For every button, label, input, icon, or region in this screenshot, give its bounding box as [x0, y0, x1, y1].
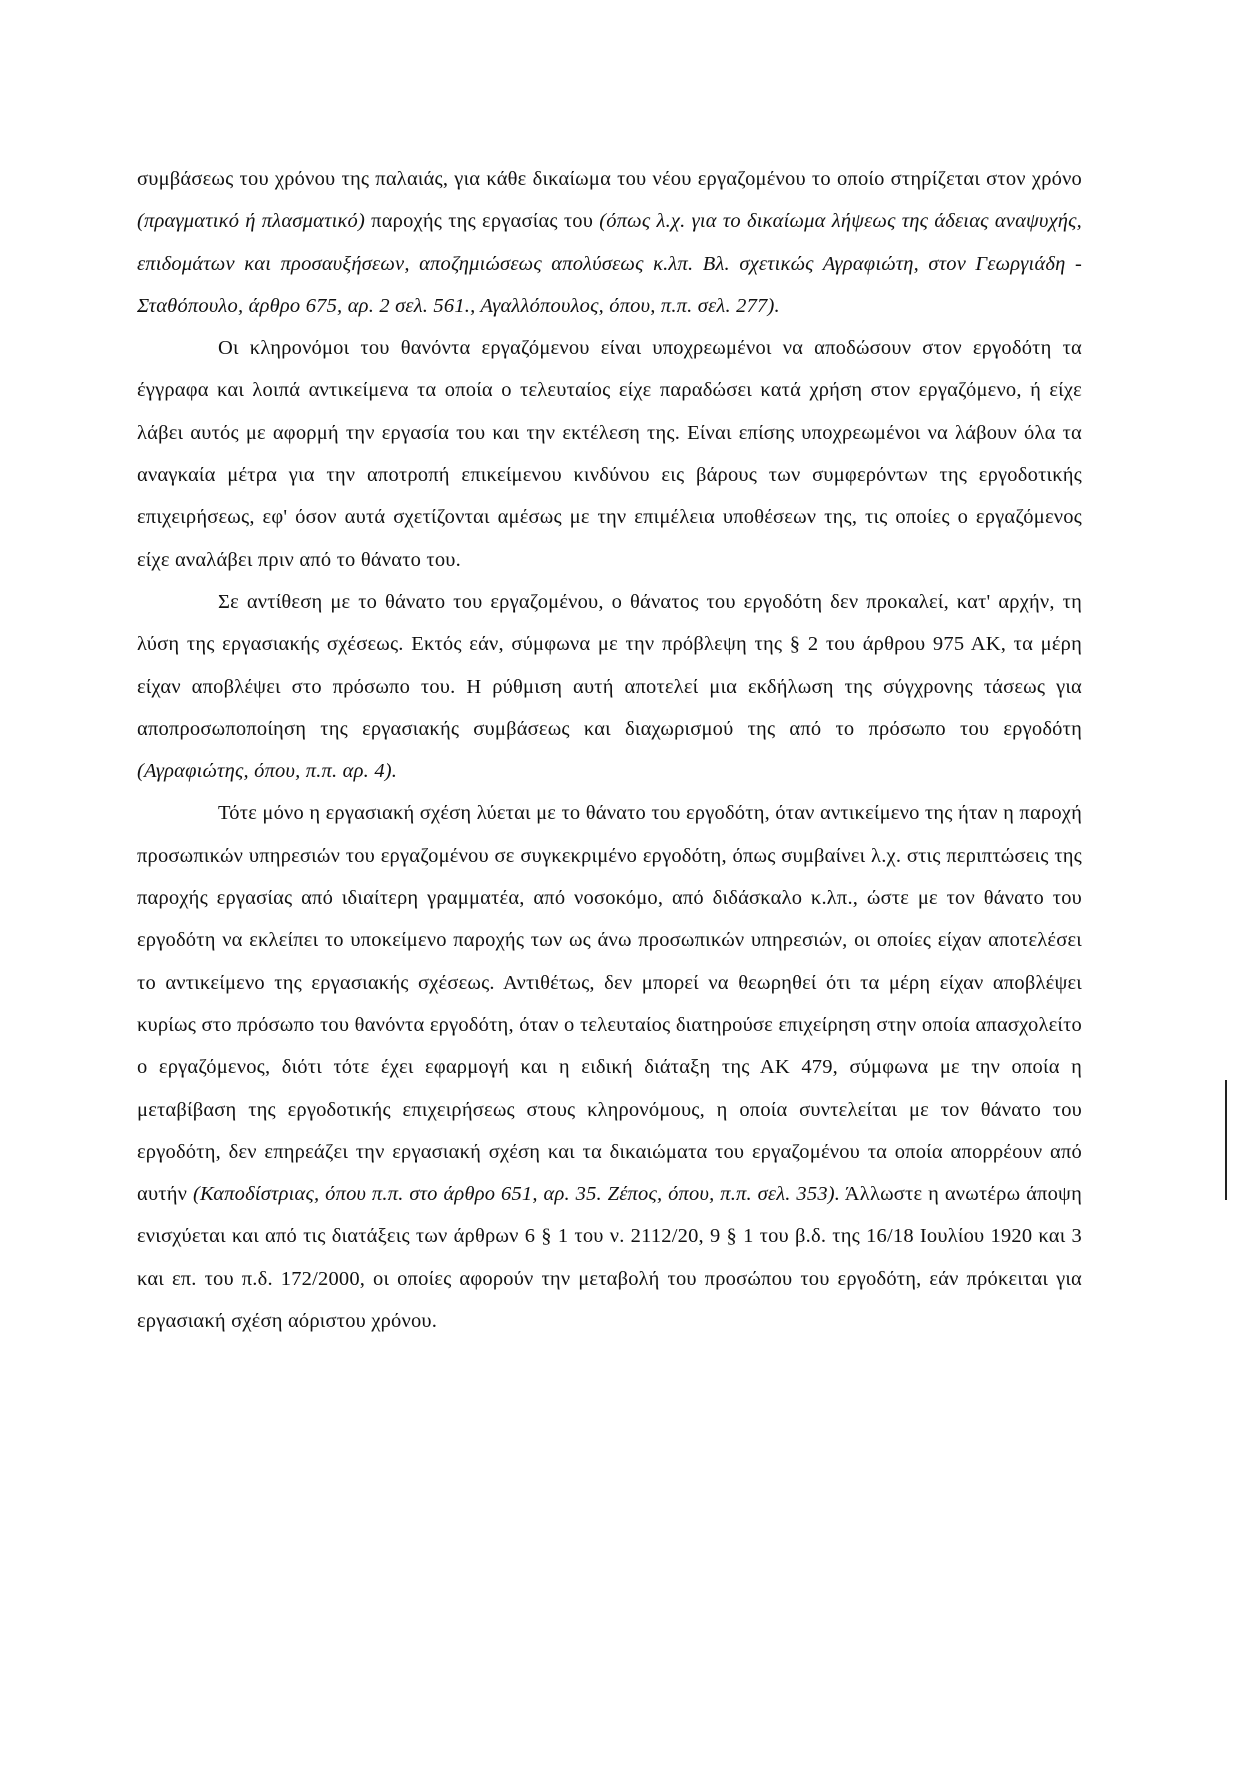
paragraph-3	[137, 581, 1082, 792]
paragraph-1-italic-a: (πραγματικό ή πλασματικό)	[137, 210, 366, 233]
paragraph-3-text: Σε αντίθεση με το θάνατο του εργαζομένου, ο θάνατος του εργοδότη δεν προκαλεί, κατ' αρχήν, τη λύση της εργασιακής σχέσεως. Εκτός εάν, σύμφωνα με την πρόβλεψη της § 2 του άρθρου 975 ΑΚ, τα μέρη είχαν αποβλέψει στο πρόσωπο του. Η ρύθμιση αυτή αποτελεί μια εκδήλωση της σύγχρονης τάσεως για αποπροσωποποίηση της εργασιακής συμβάσεως και διαχωρισμού της από το πρόσωπο του εργοδότη	[137, 590, 1082, 740]
paragraph-4	[137, 792, 1082, 1342]
paragraph-1-citation: (όπως λ.χ. για το δικαίωμα λήψεως της άδειας αναψυχής, επιδομάτων και προσαυξήσεων, αποζημιώσεως απολύσεως κ.λπ. Βλ. σχετικώς Αγραφιώτη, στον Γεωργιάδη - Σταθόπουλο, άρθρο 675, αρ. 2 σελ. 561., Αγαλλόπουλος, όπου, π.π. σελ. 277).	[137, 210, 1083, 317]
paragraph-4-text-a: Τότε μόνο η εργασιακή σχέση λύεται με το θάνατο του εργοδότη, όταν αντικείμενο της ήταν η παροχή προσωπικών υπηρεσιών του εργαζομένου σε συγκεκριμένο εργοδότη, όπως συμβαίνει λ.χ. στις περιπτώσεις της παροχής εργασίας από ιδιαίτερη γραμματέα, από νοσοκόμο, από διδάσκαλο κ.λπ., ώστε με τον θάνατο του εργοδότη να εκλείπει το υποκείμενο παροχής των ως άνω προσωπικών υπηρεσιών, οι οποίες είχαν αποτελέσει το αντικείμενο της εργασιακής σχέσεως. Αντιθέτως, δεν μπορεί να θεωρηθεί ότι τα μέρη είχαν αποβλέψει κυρίως στο πρόσωπο του θανόντα εργοδότη, όταν ο τελευταίος διατηρούσε επιχείρηση στην οποία απασχολείτο ο εργαζόμενος, διότι τότε έχει εφαρμογή και η ειδική διάταξη της ΑΚ 479, σύμφωνα με την οποία η μεταβίβαση της εργοδοτικής επιχειρήσεως στους κληρονόμους, η οποία συντελείται με τον θάνατο του εργοδότη, δεν επηρεάζει την εργασιακή σχέση και τα δικαιώματα του εργαζομένου τα οποία απορρέουν από αυτήν	[137, 802, 1082, 1206]
margin-line	[1225, 1080, 1227, 1200]
paragraph-4-citation: (Καποδίστριας, όπου π.π. στο άρθρο 651, αρ. 35. Ζέπος, όπου, π.π. σελ. 353).	[192, 1183, 841, 1206]
paragraph-1-text-b: παροχής της εργασίας του	[365, 210, 600, 233]
document-body	[137, 158, 1082, 1342]
paragraph-3-citation: (Αγραφιώτης, όπου, π.π. αρ. 4).	[137, 760, 398, 783]
paragraph-2: Οι κληρονόμοι του θανόντα εργαζόμενου είναι υποχρεωμένοι να αποδώσουν στον εργοδότη τα έγγραφα και λοιπά αντικείμενα τα οποία ο τελευταίος είχε παραδώσει κατά χρήση στον εργαζόμενο, ή είχε λάβει αυτός με αφορμή την εργασία του και την εκτέλεση της. Είναι επίσης υποχρεωμένοι να λάβουν όλα τα αναγκαία μέτρα για την αποτροπή επικείμενου κινδύνου εις βάρους των συμφερόντων της εργοδοτικής επιχειρήσεως, εφ' όσον αυτά σχετίζονται αμέσως με την επιμέλεια υποθέσεων της, τις οποίες ο εργαζόμενος είχε αναλάβει πριν από το θάνατο του.	[137, 337, 1082, 571]
paragraph-1	[137, 158, 1082, 327]
paragraph-1-text-a: συμβάσεως του χρόνου της παλαιάς, για κάθε δικαίωμα του νέου εργαζομένου το οποίο στηρίζεται στον χρόνο	[137, 168, 1082, 190]
paragraph-4-text-b: Άλλωστε η ανωτέρω άποψη ενισχύεται και από τις διατάξεις των άρθρων 6 § 1 του ν. 2112/20, 9 § 1 του β.δ. της 16/18 Ιουλίου 1920 και 3 και επ. του π.δ. 172/2000, οι οποίες αφορούν την μεταβολή του προσώπου του εργοδότη, εάν πρόκειται για εργασιακή σχέση αόριστου χρόνου.	[137, 1183, 1082, 1333]
